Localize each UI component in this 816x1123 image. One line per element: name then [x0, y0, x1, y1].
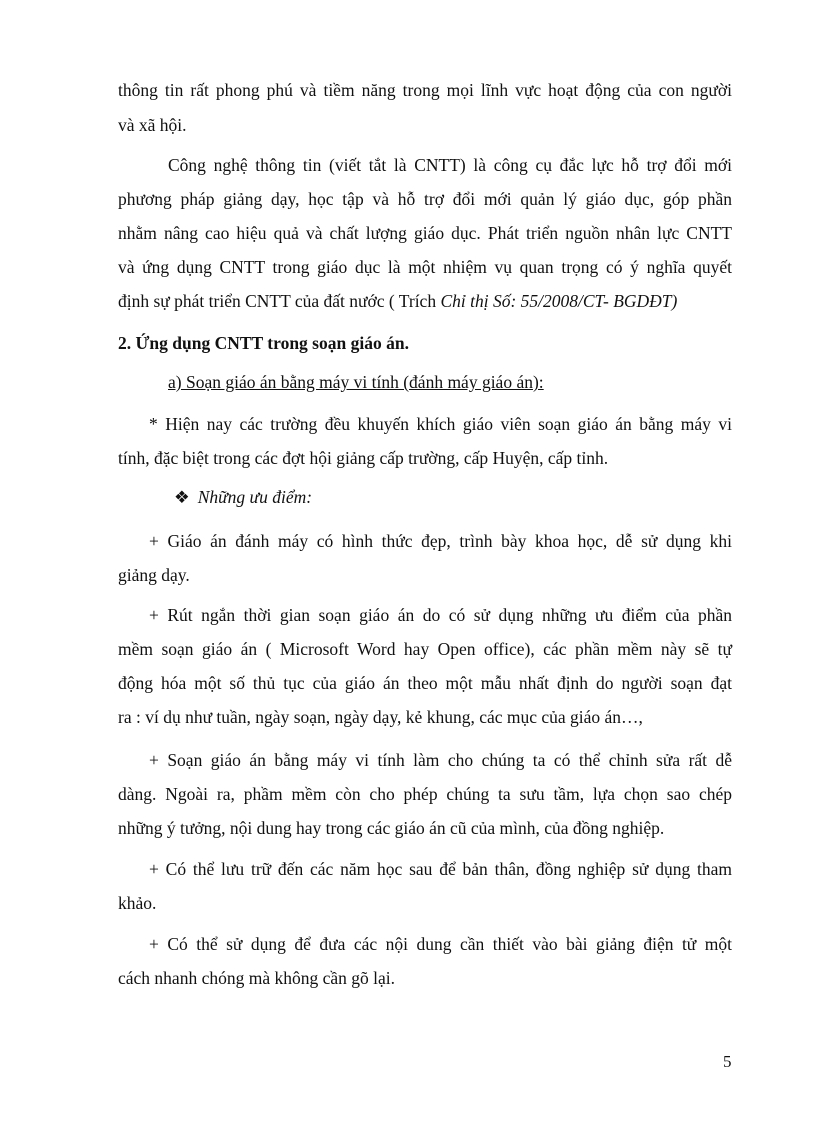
section-heading: 2. Ứng dụng CNTT trong soạn giáo án.: [118, 333, 409, 353]
paragraph-line: phương pháp giảng dạy, học tập và hỗ trợ đổi mới quản lý giáo dục, góp phần: [118, 189, 732, 209]
subsection-heading: a) Soạn giáo án bằng máy vi tính (đánh máy giáo án):: [168, 372, 544, 392]
page-number: 5: [723, 1052, 732, 1071]
paragraph-line: động hóa một số thủ tục của giáo án theo một mẫu nhất định do người soạn đạt: [118, 673, 732, 693]
paragraph-line: tính, đặc biệt trong các đợt hội giảng cấp trường, cấp Huyện, cấp tỉnh.: [118, 448, 609, 468]
paragraph-line: khảo.: [118, 893, 157, 913]
paragraph-text: định sự phát triển CNTT của đất nước ( Trích: [118, 291, 441, 311]
paragraph-line: thông tin rất phong phú và tiềm năng trong mọi lĩnh vực hoạt động của con người: [118, 80, 732, 100]
paragraph-line: + Giáo án đánh máy có hình thức đẹp, trình bày khoa học, dễ sử dụng khi: [149, 531, 732, 551]
paragraph-line: mềm soạn giáo án ( Microsoft Word hay Open office), các phần mềm này sẽ tự: [118, 639, 732, 659]
paragraph-line: cách nhanh chóng mà không cần gõ lại.: [118, 968, 395, 988]
paragraph-line: ra : ví dụ như tuần, ngày soạn, ngày dạy, kẻ khung, các mục của giáo án…,: [118, 707, 643, 727]
paragraph-line: những ý tưởng, nội dung hay trong các giáo án cũ của mình, của đồng nghiệp.: [118, 818, 665, 838]
paragraph-line: nhằm nâng cao hiệu quả và chất lượng giáo dục. Phát triển nguồn nhân lực CNTT: [118, 223, 732, 243]
paragraph-line-with-citation: [118, 291, 732, 311]
paragraph-line: dàng. Ngoài ra, phầm mềm còn cho phép chúng ta sưu tầm, lựa chọn sao chép: [118, 784, 732, 804]
diamond-bullet-icon: ❖: [174, 487, 190, 507]
advantages-heading-text: Những ưu điểm:: [197, 487, 313, 507]
paragraph-line: Công nghệ thông tin (viết tắt là CNTT) là công cụ đắc lực hỗ trợ đổi mới: [168, 155, 732, 175]
paragraph-line: + Có thể sử dụng để đưa các nội dung cần thiết vào bài giảng điện tử một: [149, 934, 732, 954]
paragraph-line: và xã hội.: [118, 115, 187, 135]
citation-text: Chỉ thị Số: 55/2008/CT- BGDĐT): [440, 291, 678, 311]
paragraph-line: + Có thể lưu trữ đến các năm học sau để bản thân, đồng nghiệp sử dụng tham: [149, 859, 732, 879]
paragraph-line: giảng dạy.: [118, 565, 190, 585]
paragraph-line: + Soạn giáo án bằng máy vi tính làm cho chúng ta có thể chỉnh sửa rất dễ: [149, 750, 732, 770]
paragraph-line: + Rút ngắn thời gian soạn giáo án do có sử dụng những ưu điểm của phần: [149, 605, 732, 625]
paragraph-line: và ứng dụng CNTT trong giáo dục là một nhiệm vụ quan trọng có ý nghĩa quyết: [118, 257, 732, 277]
paragraph-line: * Hiện nay các trường đều khuyến khích giáo viên soạn giáo án bằng máy vi: [149, 414, 732, 434]
advantages-heading: [174, 487, 312, 507]
